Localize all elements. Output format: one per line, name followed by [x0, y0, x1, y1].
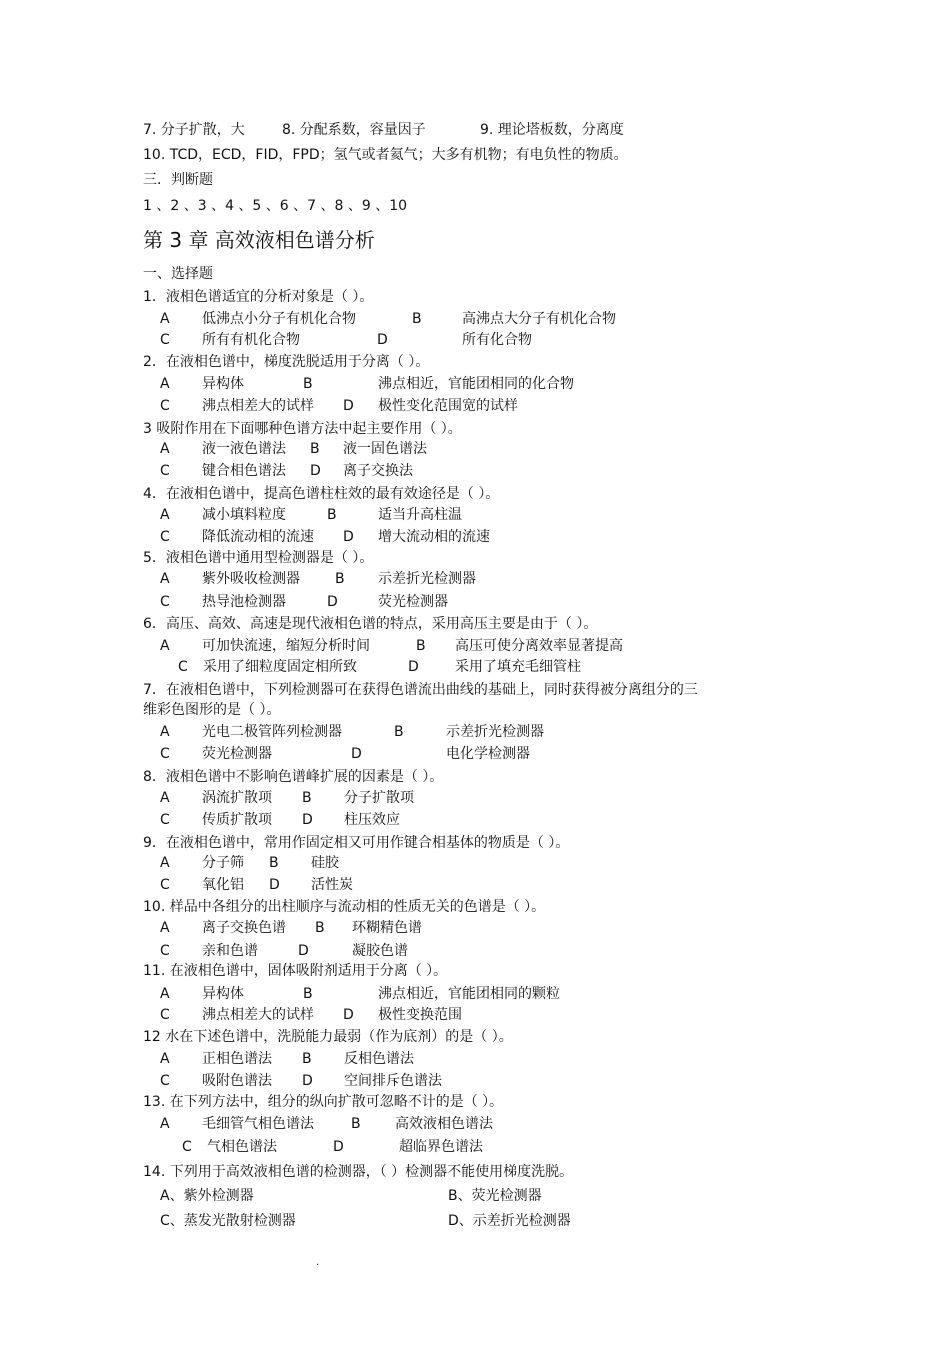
question-2: 2．在液相色谱中，梯度洗脱适用于分离（ ）。: [143, 354, 430, 370]
answer-line-1b: 8. 分配系数，容量因子: [282, 122, 426, 138]
option-label: C: [160, 877, 170, 893]
option-label: C: [160, 943, 170, 959]
option-label: B: [303, 986, 313, 1002]
option-label: A: [160, 920, 170, 936]
question-12: 12 水在下述色谱中，洗脱能力最弱（作为底剂）的是（ ）。: [143, 1029, 513, 1045]
option-label: C: [160, 332, 170, 348]
option-label: A: [160, 855, 170, 871]
option-label: D: [343, 529, 354, 545]
option-label: D: [343, 1007, 354, 1023]
option-label: A: [160, 441, 170, 457]
option-text: 异构体: [202, 986, 244, 1002]
option-label: A: [160, 724, 170, 740]
option-text: 荧光检测器: [378, 594, 448, 610]
option-text: 降低流动相的流速: [202, 529, 314, 545]
option-text: 示差折光检测器: [378, 571, 476, 587]
option-text: 硅胶: [311, 855, 339, 871]
question-8: 8．液相色谱中不影响色谱峰扩展的因素是（ ）。: [143, 769, 444, 785]
option-text: 环糊精色谱: [352, 920, 422, 936]
option-text: 可加快流速，缩短分析时间: [202, 638, 370, 654]
chapter-title: 第 3 章 高效液相色谱分析: [143, 228, 375, 252]
option-text: 热导池检测器: [202, 594, 286, 610]
option-text: 异构体: [202, 376, 244, 392]
option-text: 键合相色谱法: [202, 463, 286, 479]
option-text: 液一固色谱法: [343, 441, 427, 457]
option-text: 所有化合物: [462, 332, 532, 348]
option-label: D: [333, 1139, 344, 1155]
option-text: 高沸点大分子有机化合物: [462, 311, 616, 327]
option-text: 采用了细粒度固定相所致: [203, 659, 357, 675]
option-label: D: [343, 398, 354, 414]
option-text: 液一液色谱法: [202, 441, 286, 457]
option-label: D: [310, 463, 321, 479]
option-text: 沸点相近，官能团相同的颗粒: [378, 986, 560, 1002]
question-7: 7．在液相色谱中，下列检测器可在获得色谱流出曲线的基础上，同时获得被分离组分的三: [143, 682, 698, 698]
option-text: 离子交换色谱: [202, 920, 286, 936]
option-text: D、示差折光检测器: [448, 1213, 571, 1229]
option-label: C: [160, 1073, 170, 1089]
judgement-answers: 1 、2 、3 、4 、5 、6 、7 、8 、9 、10: [143, 198, 408, 214]
option-text: 极性变换范围: [378, 1007, 462, 1023]
question-5: 5．液相色谱中通用型检测器是（ ）。: [143, 550, 374, 566]
option-text: 分子扩散项: [344, 790, 414, 806]
question-3: 3 吸附作用在下面哪种色谱方法中起主要作用（ ）。: [143, 421, 462, 437]
option-label: B: [327, 507, 337, 523]
option-label: A: [160, 986, 170, 1002]
question-13: 13. 在下列方法中，组分的纵向扩散可忽略不计的是（ ）。: [143, 1094, 504, 1110]
option-label: D: [377, 332, 388, 348]
option-label: A: [160, 790, 170, 806]
option-text: 传质扩散项: [202, 812, 272, 828]
option-label: D: [302, 1073, 313, 1089]
option-text: 极性变化范围宽的试样: [378, 398, 518, 414]
option-label: C: [160, 529, 170, 545]
option-label: B: [302, 790, 312, 806]
option-text: 采用了填充毛细管柱: [455, 659, 581, 675]
option-label: B: [315, 920, 325, 936]
option-label: D: [302, 812, 313, 828]
option-text: 荧光检测器: [202, 746, 272, 762]
option-label: A: [160, 507, 170, 523]
option-text: 增大流动相的流速: [378, 529, 490, 545]
option-text: 正相色谱法: [202, 1051, 272, 1067]
option-label: B: [412, 311, 422, 327]
option-text: 亲和色谱: [202, 943, 258, 959]
option-label: C: [160, 463, 170, 479]
option-label: C: [160, 746, 170, 762]
option-label: D: [269, 877, 280, 893]
option-label: B: [335, 571, 345, 587]
option-label: C: [182, 1139, 192, 1155]
option-label: A: [160, 1116, 170, 1132]
option-text: 高压可使分离效率显著提高: [455, 638, 623, 654]
option-text: C、蒸发光散射检测器: [160, 1213, 296, 1229]
section-title-judgement: 三．判断题: [143, 172, 213, 188]
question-9: 9．在液相色谱中，常用作固定相又可用作键合相基体的物质是（ ）。: [143, 835, 570, 851]
option-label: A: [160, 638, 170, 654]
option-label: B: [303, 376, 313, 392]
option-text: 涡流扩散项: [202, 790, 272, 806]
option-label: C: [160, 594, 170, 610]
option-label: A: [160, 376, 170, 392]
question-14: 14. 下列用于高效液相色谱的检测器，（ ）检测器不能使用梯度洗脱。: [143, 1164, 574, 1180]
question-4: 4．在液相色谱中，提高色谱柱柱效的最有效途径是（ ）。: [143, 486, 500, 502]
option-text: 柱压效应: [344, 812, 400, 828]
question-6: 6．高压、高效、高速是现代液相色谱的特点，采用高压主要是由于（ ）。: [143, 616, 598, 632]
option-text: 毛细管气相色谱法: [202, 1116, 314, 1132]
option-text: 沸点相近，官能团相同的化合物: [378, 376, 574, 392]
option-text: 所有有机化合物: [202, 332, 300, 348]
option-label: A: [160, 571, 170, 587]
option-label: B: [351, 1116, 361, 1132]
question-1: 1．液相色谱适宜的分析对象是（ ）。: [143, 289, 374, 305]
option-text: 活性炭: [311, 877, 353, 893]
option-label: C: [160, 812, 170, 828]
option-label: C: [160, 1007, 170, 1023]
answer-line-1a: 7. 分子扩散，大: [143, 122, 245, 138]
option-text: 空间排斥色谱法: [344, 1073, 442, 1089]
option-label: B: [302, 1051, 312, 1067]
option-text: 减小填料粒度: [202, 507, 286, 523]
option-text: 气相色谱法: [207, 1139, 277, 1155]
option-text: A、紫外检测器: [160, 1188, 254, 1204]
option-text: 反相色谱法: [344, 1051, 414, 1067]
option-label: D: [351, 746, 362, 762]
option-label: C: [178, 659, 188, 675]
option-label: D: [408, 659, 419, 675]
footer-mark: .: [316, 1257, 320, 1268]
option-text: 低沸点小分子有机化合物: [202, 311, 356, 327]
option-text: 氧化铝: [202, 877, 244, 893]
option-text: 分子筛: [202, 855, 244, 871]
question-11: 11. 在液相色谱中，固体吸附剂适用于分离（ ）。: [143, 963, 448, 979]
section-title-choice: 一、选择题: [143, 266, 213, 282]
option-label: A: [160, 311, 170, 327]
option-text: 吸附色谱法: [202, 1073, 272, 1089]
option-text: 紫外吸收检测器: [202, 571, 300, 587]
option-text: 离子交换法: [343, 463, 413, 479]
answer-line-1c: 9. 理论塔板数，分离度: [480, 122, 624, 138]
option-label: D: [298, 943, 309, 959]
answer-line-2: 10. TCD，ECD，FID，FPD；氢气或者氦气；大多有机物；有电负性的物质。: [143, 147, 628, 163]
option-text: 光电二极管阵列检测器: [202, 724, 342, 740]
option-label: B: [310, 441, 320, 457]
option-text: B、荧光检测器: [448, 1188, 542, 1204]
question-7-cont: 维彩色图形的是（ ）。: [143, 702, 281, 718]
option-label: B: [416, 638, 426, 654]
question-10: 10. 样品中各组分的出柱顺序与流动相的性质无关的色谱是（ ）。: [143, 899, 546, 915]
option-text: 沸点相差大的试样: [202, 398, 314, 414]
option-text: 超临界色谱法: [399, 1139, 483, 1155]
option-text: 高效液相色谱法: [395, 1116, 493, 1132]
option-text: 示差折光检测器: [446, 724, 544, 740]
option-label: D: [327, 594, 338, 610]
option-label: C: [160, 398, 170, 414]
option-text: 电化学检测器: [446, 746, 530, 762]
option-label: A: [160, 1051, 170, 1067]
option-text: 凝胶色谱: [352, 943, 408, 959]
option-label: B: [394, 724, 404, 740]
option-text: 沸点相差大的试样: [202, 1007, 314, 1023]
option-text: 适当升高柱温: [378, 507, 462, 523]
option-label: B: [269, 855, 279, 871]
